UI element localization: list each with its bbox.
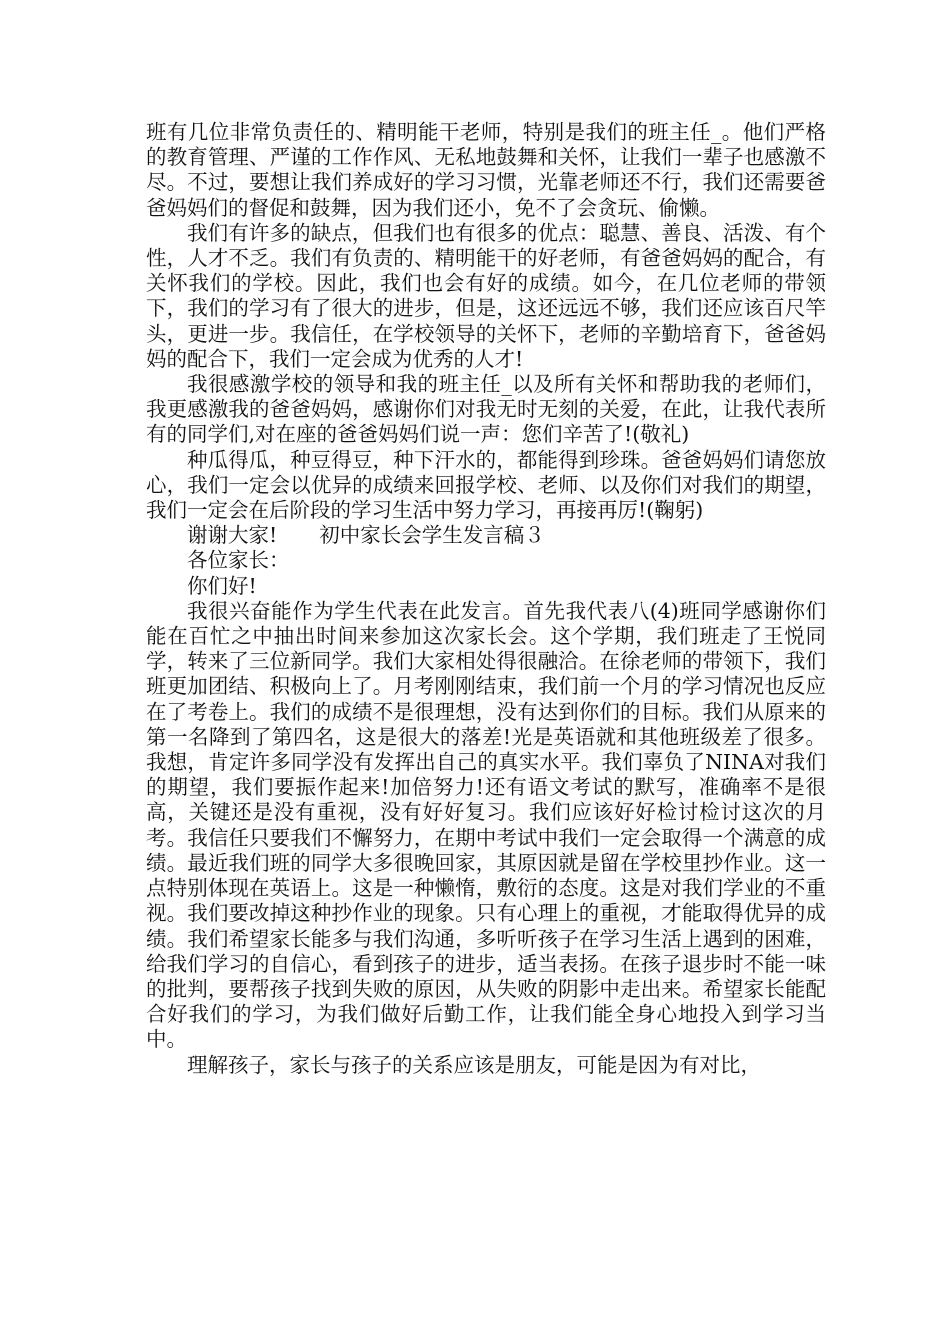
- paragraph-5: 我很兴奋能作为学生代表在此发言。首先我代表八(4)班同学感谢你们能在百忙之中抽出时间来参加这次家长会。这个学期，我们班走了王悦同学，转来了三位新同学。我们大家相处得很融洽。在徐老师的带领下，我们班更加团结、积极向上了。月考刚刚结束，我们前一个月的学习情况也反应在了考卷上。我们的成绩不是很理想，没有达到你们的目标。我们从原来的第一名降到了第四名，这是很大的落差!光是英语就和其他班级差了很多。我想，肯定许多同学没有发挥出自己的真实水平。我们辜负了NINA对我们的期望，我们要振作起来!加倍努力!还有语文考试的默写，准确率不是很高，关键还是没有重视，没有好好复习。我们应该好好检讨检讨这次的月考。我信任只要我们不懈努力，在期中考试中我们一定会取得一个满意的成绩。最近我们班的同学大多很晚回家，其原因就是留在学校里抄作业。这一点特别体现在英语上。这是一种懒惰，敷衍的态度。这是对我们学业的不重视。我们要改掉这种抄作业的现象。只有心理上的重视，才能取得优异的成绩。我们希望家长能多与我们沟通，多听听孩子在学习生活上遇到的困难，给我们学习的自信心，看到孩子的进步，适当表扬。在孩子退步时不能一味的批判，要帮孩子找到失败的原因，从失败的阴影中走出来。希望家长能配合好我们的学习，为我们做好后勤工作，让我们能全身心地投入到学习当中。: [146, 598, 826, 1052]
- salutation: 各位家长：: [187, 548, 290, 573]
- document-page: [146, 120, 826, 1078]
- speech-heading: 初中家长会学生发言稿３: [319, 523, 545, 548]
- paragraph-2: 我们有许多的缺点，但我们也有很多的优点：聪慧、善良、活泼、有个性，人才不乏。我们有负责的、精明能干的好老师，有爸爸妈妈的配合，有关怀我们的学校。因此，我们也会有好的成绩。如今，在几位老师的带领下，我们的学习有了很大的进步，但是，这还远远不够，我们还应该百尺竿头，更进一步。我信任，在学校领导的关怀下，老师的辛勤培育下，爸爸妈妈的配合下，我们一定会成为优秀的人才!: [146, 220, 826, 371]
- greeting: 你们好!: [187, 573, 257, 598]
- paragraph-3: 我很感激学校的领导和我的班主任_以及所有关怀和帮助我的老师们，我更感激我的爸爸妈妈，感谢你们对我无时无刻的关爱，在此，让我代表所有的同学们,对在座的爸爸妈妈们说一声：您们辛苦了!(敬礼): [146, 372, 826, 447]
- paragraph-6: 理解孩子，家长与孩子的关系应该是朋友，可能是因为有对比，: [187, 1052, 761, 1077]
- thanks-heading-line: [146, 523, 826, 548]
- thanks-text: 谢谢大家!: [187, 523, 278, 548]
- paragraph-1: 班有几位非常负责任的、精明能干老师，特别是我们的班主任_。他们严格的教育管理、严谨的工作作风、无私地鼓舞和关怀，让我们一辈子也感激不尽。不过，要想让我们养成好的学习习惯，光靠老师还不行，我们还需要爸爸妈妈们的督促和鼓舞，因为我们还小，免不了会贪玩、偷懒。: [146, 120, 826, 220]
- paragraph-4: 种瓜得瓜，种豆得豆，种下汗水的，都能得到珍珠。爸爸妈妈们请您放心，我们一定会以优异的成绩来回报学校、老师、以及你们对我们的期望，我们一定会在后阶段的学习生活中努力学习，再接再厉!(鞠躬): [146, 447, 826, 523]
